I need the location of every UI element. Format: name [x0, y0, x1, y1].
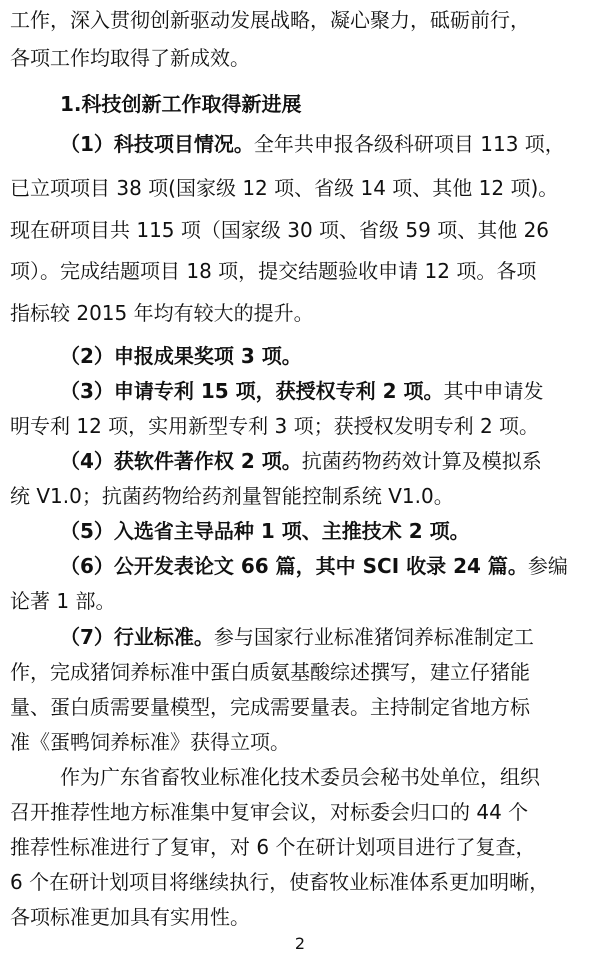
text-line: 工作，深入贯彻创新驱动发展战略，凝心聚力，砥砺前行，: [10, 8, 530, 32]
paragraph-start: （7）行业标准。参与国家行业标准猪饲养标准制定工: [60, 625, 534, 649]
text-line: 各项工作均取得了新成效。: [10, 46, 250, 70]
paragraph-start: 作为广东省畜牧业标准化技术委员会秘书处单位，组织: [60, 765, 540, 789]
text-line: 指标较 2015 年均有较大的提升。: [10, 301, 314, 325]
text-line: 论著 1 部。: [10, 589, 116, 613]
text-line: 各项标准更加具有实用性。: [10, 905, 250, 929]
text-line: 召开推荐性地方标准集中复审会议，对标委会归口的 44 个: [10, 800, 529, 824]
paragraph-start: （1）科技项目情况。全年共申报各级科研项目 113 项，: [60, 132, 565, 156]
paragraph-start: （3）申请专利 15 项，获授权专利 2 项。其中申请发: [60, 379, 544, 403]
page-number: 2: [294, 934, 306, 953]
text-line: 推荐性标准进行了复审，对 6 个在研计划项目进行了复查，: [10, 835, 536, 859]
text-line: 已立项项目 38 项(国家级 12 项、省级 14 项、其他 12 项)。: [10, 176, 559, 200]
paragraph-start: （5）入选省主导品种 1 项、主推技术 2 项。: [60, 519, 470, 543]
text-line: 准《蛋鸭饲养标准》获得立项。: [10, 730, 290, 754]
text-line: 项）。完成结题项目 18 项，提交结题验收申请 12 项。各项: [10, 259, 537, 283]
text-line: 现在研项目共 115 项（国家级 30 项、省级 59 项、其他 26: [10, 218, 550, 242]
text-line: 6 个在研计划项目将继续执行，使畜牧业标准体系更加明晰，: [10, 870, 550, 894]
section-heading: 1.科技创新工作取得新进展: [60, 92, 302, 116]
paragraph-start: （4）获软件著作权 2 项。抗菌药物药效计算及模拟系: [60, 449, 542, 473]
text-line: 统 V1.0；抗菌药物给药剂量智能控制系统 V1.0。: [10, 484, 454, 508]
paragraph-start: （6）公开发表论文 66 篇，其中 SCI 收录 24 篇。参编: [60, 554, 568, 578]
text-line: 量、蛋白质需要量模型，完成需要量表。主持制定省地方标: [10, 695, 530, 719]
text-line: 作，完成猪饲养标准中蛋白质氨基酸综述撰写，建立仔猪能: [10, 660, 530, 684]
text-line: 明专利 12 项，实用新型专利 3 项；获授权发明专利 2 项。: [10, 414, 540, 438]
paragraph-start: （2）申报成果奖项 3 项。: [60, 344, 302, 368]
